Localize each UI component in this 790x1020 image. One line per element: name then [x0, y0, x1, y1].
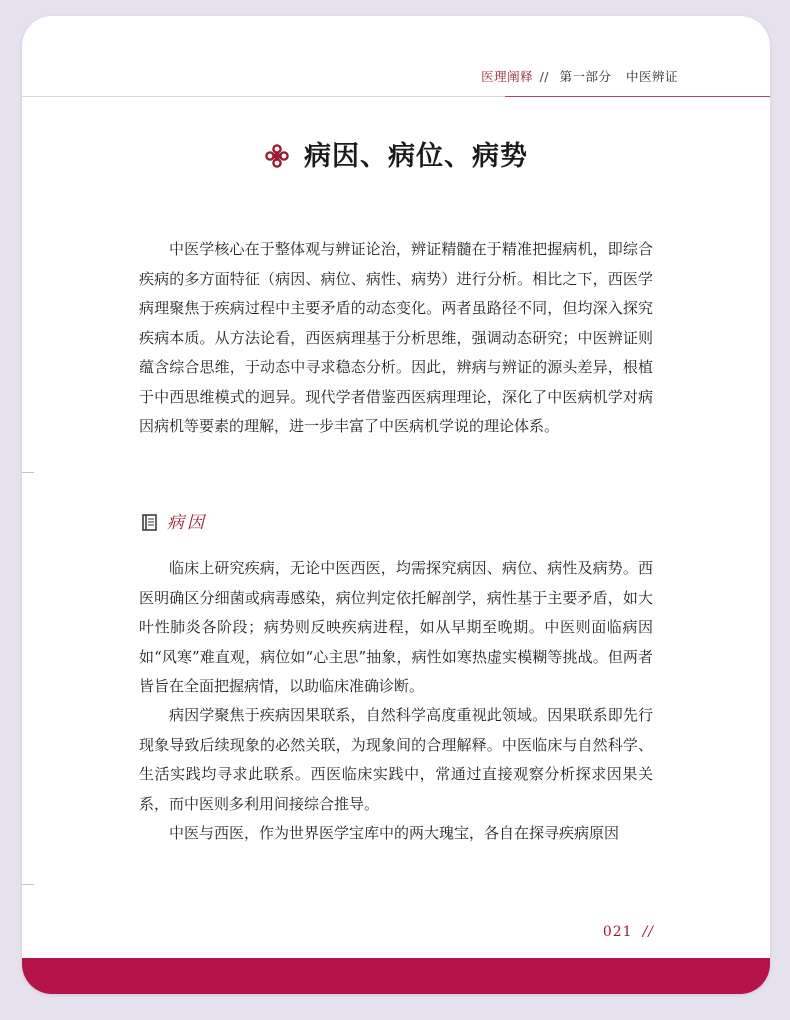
header-divider [22, 96, 770, 97]
header-divider-accent [505, 96, 770, 97]
page-number-slash: // [642, 924, 654, 940]
body-paragraph-2: 病因学聚焦于疾病因果联系，自然科学高度重视此领域。因果联系即先行现象导致后续现象的必然关联，为现象间的合理解释。中医临床与自然科学、生活实践均寻求此联系。西医临床实践中，常通过直接观察分析探求因果关系，而中医则多利用间接综合推导。 [139, 706, 653, 813]
intro-paragraph: 中医学核心在于整体观与辨证论治，辨证精髓在于精准把握病机，即综合疾病的多方面特征（病因、病位、病性、病势）进行分析。相比之下，西医学病理聚焦于疾病过程中主要矛盾的动态变化。两者虽路径不同，但均深入探究疾病本质。从方法论看，西医病理基于分析思维，强调动态研究；中医辨证则蕴含综合思维，于动态中寻求稳态分析。因此，辨病与辨证的源头差异，根植于中西思维模式的迥异。现代学者借鉴西医病理理论，深化了中医病机学对病因病机等要素的理解，进一步丰富了中医病机学说的理论体系。 [139, 240, 653, 435]
header-part: 第一部分 [559, 69, 612, 84]
page-title-block [22, 134, 770, 176]
page-number-value: 021 [602, 924, 633, 940]
margin-tick [22, 472, 34, 473]
margin-tick [22, 884, 34, 885]
footer-band [22, 958, 770, 994]
header-section: 中医辨证 [625, 69, 678, 84]
section-heading [142, 508, 207, 536]
body-paragraph-1: 临床上研究疾病，无论中医西医，均需探究病因、病位、病性及病势。西医明确区分细菌或病毒感染，病位判定依托解剖学，病性基于主要矛盾，如大叶性肺炎各阶段；病势则反映疾病进程，如从早期至晚期。中医则面临病因如“风寒”难直观，病位如“心主思”抽象，病性如寒热虚实模糊等挑战。但两者皆旨在全面把握病情，以助临床准确诊断。 [139, 559, 653, 695]
book-page [22, 16, 770, 994]
section-heading-label: 病因 [167, 513, 207, 533]
body-paragraph-3: 中医与西医，作为世界医学宝库中的两大瑰宝，各自在探寻疾病原因 [169, 824, 620, 842]
header-book-title: 医理阐释 [481, 69, 534, 84]
running-header [481, 67, 678, 85]
header-separator: // [539, 69, 549, 84]
page-title: 病因、病位、病势 [304, 141, 528, 172]
knot-ornament-icon [264, 143, 290, 176]
book-icon [142, 514, 157, 536]
page-number [603, 924, 654, 940]
